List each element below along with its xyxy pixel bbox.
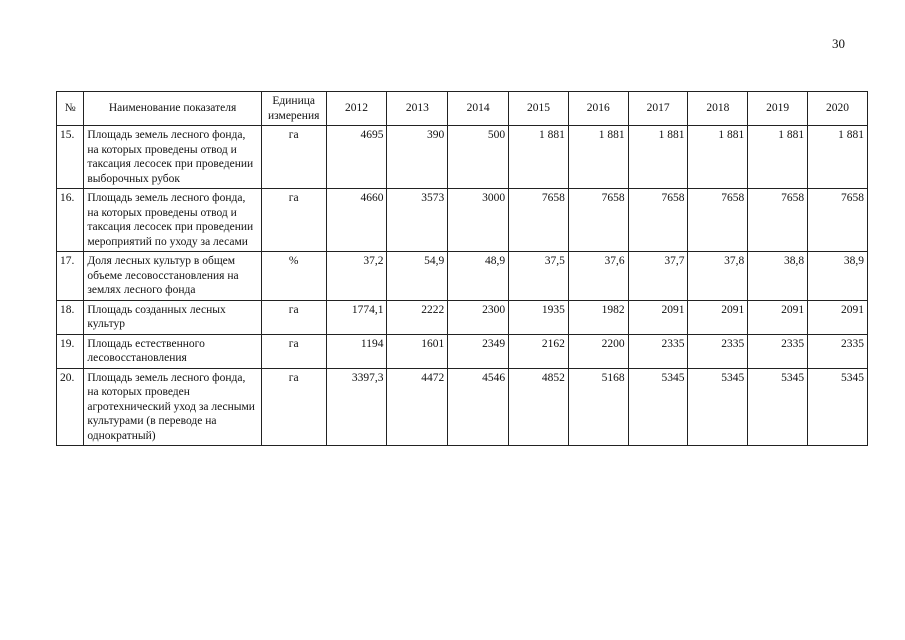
header-year: 2012 — [326, 92, 387, 126]
value-cell: 1 881 — [628, 126, 688, 189]
table-row — [57, 334, 868, 368]
unit-cell: га — [261, 334, 326, 368]
value-cell: 5345 — [628, 368, 688, 446]
value-cell: 3573 — [387, 189, 448, 252]
value-cell: 2091 — [748, 300, 808, 334]
value-cell: 2222 — [387, 300, 448, 334]
row-number: 17. — [57, 252, 84, 301]
value-cell: 1935 — [509, 300, 569, 334]
header-year: 2018 — [688, 92, 748, 126]
value-cell: 1601 — [387, 334, 448, 368]
value-cell: 2335 — [748, 334, 808, 368]
indicator-name: Площадь земель лесного фонда, на которых проведены отвод и таксация лесосек при проведении выборочных рубок — [84, 126, 261, 189]
value-cell: 2335 — [628, 334, 688, 368]
value-cell: 7658 — [808, 189, 868, 252]
value-cell: 2091 — [808, 300, 868, 334]
table-row — [57, 189, 868, 252]
header-year: 2016 — [568, 92, 628, 126]
value-cell: 4852 — [509, 368, 569, 446]
indicator-name: Площадь естественного лесовосстановления — [84, 334, 261, 368]
value-cell: 7658 — [748, 189, 808, 252]
row-number: 16. — [57, 189, 84, 252]
value-cell: 38,8 — [748, 252, 808, 301]
value-cell: 7658 — [509, 189, 569, 252]
table-row — [57, 126, 868, 189]
value-cell: 1 881 — [509, 126, 569, 189]
value-cell: 2091 — [688, 300, 748, 334]
value-cell: 54,9 — [387, 252, 448, 301]
unit-cell: % — [261, 252, 326, 301]
value-cell: 1 881 — [748, 126, 808, 189]
unit-cell: га — [261, 189, 326, 252]
value-cell: 2162 — [509, 334, 569, 368]
table-row — [57, 368, 868, 446]
header-row — [57, 92, 868, 126]
header-year: 2015 — [509, 92, 569, 126]
header-name: Наименование показателя — [84, 92, 261, 126]
table-body — [57, 126, 868, 446]
table-row — [57, 300, 868, 334]
value-cell: 1194 — [326, 334, 387, 368]
value-cell: 7658 — [688, 189, 748, 252]
value-cell: 4660 — [326, 189, 387, 252]
indicator-name: Площадь созданных лесных культур — [84, 300, 261, 334]
value-cell: 1982 — [568, 300, 628, 334]
row-number: 18. — [57, 300, 84, 334]
value-cell: 37,2 — [326, 252, 387, 301]
value-cell: 37,8 — [688, 252, 748, 301]
header-num: № — [57, 92, 84, 126]
unit-cell: га — [261, 368, 326, 446]
unit-cell: га — [261, 300, 326, 334]
row-number: 20. — [57, 368, 84, 446]
value-cell: 4695 — [326, 126, 387, 189]
value-cell: 4472 — [387, 368, 448, 446]
value-cell: 5345 — [808, 368, 868, 446]
indicators-table — [56, 91, 868, 446]
value-cell: 500 — [448, 126, 509, 189]
value-cell: 37,6 — [568, 252, 628, 301]
indicator-name: Доля лесных культур в общем объеме лесовосстановления на землях лесного фонда — [84, 252, 261, 301]
header-year: 2017 — [628, 92, 688, 126]
value-cell: 1774,1 — [326, 300, 387, 334]
value-cell: 2335 — [688, 334, 748, 368]
header-year: 2014 — [448, 92, 509, 126]
value-cell: 3397,3 — [326, 368, 387, 446]
row-number: 15. — [57, 126, 84, 189]
value-cell: 37,7 — [628, 252, 688, 301]
row-number: 19. — [57, 334, 84, 368]
value-cell: 2200 — [568, 334, 628, 368]
header-year: 2013 — [387, 92, 448, 126]
value-cell: 1 881 — [688, 126, 748, 189]
value-cell: 5345 — [688, 368, 748, 446]
value-cell: 2335 — [808, 334, 868, 368]
value-cell: 48,9 — [448, 252, 509, 301]
value-cell: 4546 — [448, 368, 509, 446]
value-cell: 2300 — [448, 300, 509, 334]
value-cell: 7658 — [568, 189, 628, 252]
value-cell: 3000 — [448, 189, 509, 252]
value-cell: 7658 — [628, 189, 688, 252]
header-year: 2019 — [748, 92, 808, 126]
value-cell: 37,5 — [509, 252, 569, 301]
page-number: 30 — [832, 36, 845, 51]
indicator-name: Площадь земель лесного фонда, на которых проведены отвод и таксация лесосек при проведении мероприятий по уходу за лесами — [84, 189, 261, 252]
indicator-name: Площадь земель лесного фонда, на которых проведен агротехнический уход за лесными культурами (в переводе на однократный) — [84, 368, 261, 446]
header-year: 2020 — [808, 92, 868, 126]
value-cell: 5345 — [748, 368, 808, 446]
value-cell: 2349 — [448, 334, 509, 368]
header-unit: Единица измерения — [261, 92, 326, 126]
value-cell: 1 881 — [568, 126, 628, 189]
value-cell: 2091 — [628, 300, 688, 334]
value-cell: 38,9 — [808, 252, 868, 301]
value-cell: 390 — [387, 126, 448, 189]
table-row — [57, 252, 868, 301]
value-cell: 1 881 — [808, 126, 868, 189]
unit-cell: га — [261, 126, 326, 189]
value-cell: 5168 — [568, 368, 628, 446]
